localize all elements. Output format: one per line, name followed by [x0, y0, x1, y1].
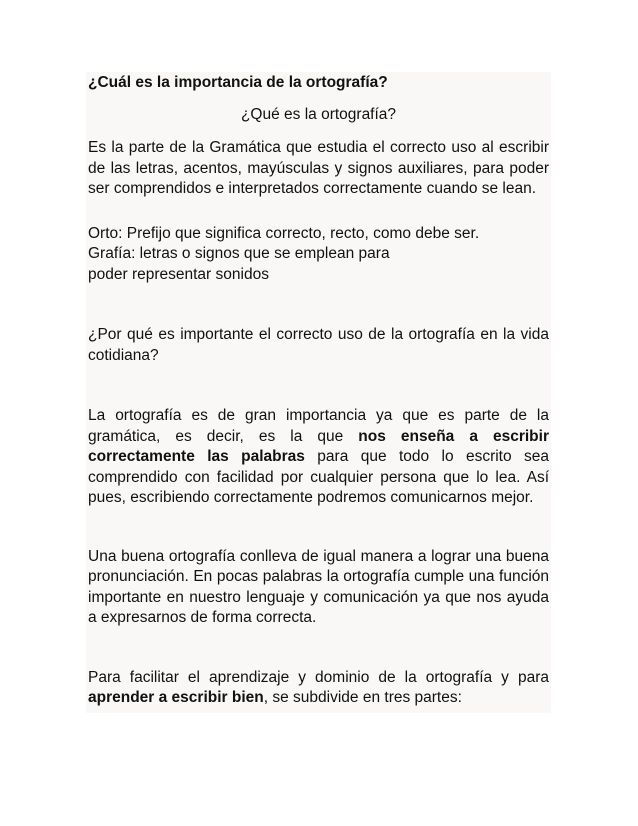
importance-emphasis: nos enseña a escribir correctamente las palabras	[88, 427, 549, 465]
importance-paragraph	[86, 406, 551, 509]
subdivision-emphasis: aprender a escribir bien	[88, 689, 264, 706]
pronunciation-paragraph: Una buena ortografía conlleva de igual manera a lograr una buena pronunciación. En pocas palabras la ortografía cumple una función importante en nuestro lenguaje y comunicación ya que nos ayuda a expresarnos de forma correcta.	[88, 547, 549, 626]
document-title: ¿Cuál es la importancia de la ortografía?	[88, 74, 388, 91]
definition-paragraph: Es la parte de la Gramática que estudia el correcto uso al escribir de las letras, acentos, mayúsculas y signos auxiliares, para poder ser comprendidos e interpretados correctamente cuando se lean.	[88, 139, 549, 197]
grafia-definition: Grafía: letras o signos que se emplean para	[88, 245, 390, 262]
grafia-definition-continued: poder representar sonidos	[88, 265, 269, 283]
subdivision-text-end: , se subdivide en tres partes:	[263, 689, 462, 706]
section-subtitle: ¿Qué es la ortografía?	[240, 106, 397, 123]
subdivision-text-start: Para facilitar el aprendizaje y dominio de la ortografía y para	[88, 668, 549, 686]
importance-text-start: La ortografía es de gran importancia ya que es parte de la gramática, es decir, es la que	[88, 407, 549, 445]
question-paragraph: ¿Por qué es importante el correcto uso de la ortografía en la vida cotidiana?	[88, 326, 549, 364]
document-body	[86, 72, 551, 713]
importance-text-end: para que todo lo escrito sea comprendido con facilidad por cualquier persona que lo lea. Así pues, escribiendo correctamente podremos comunicarnos mejor.	[88, 448, 549, 506]
orto-definition: Orto: Prefijo que significa correcto, recto, como debe ser.	[88, 224, 480, 242]
subdivision-paragraph	[86, 668, 551, 713]
